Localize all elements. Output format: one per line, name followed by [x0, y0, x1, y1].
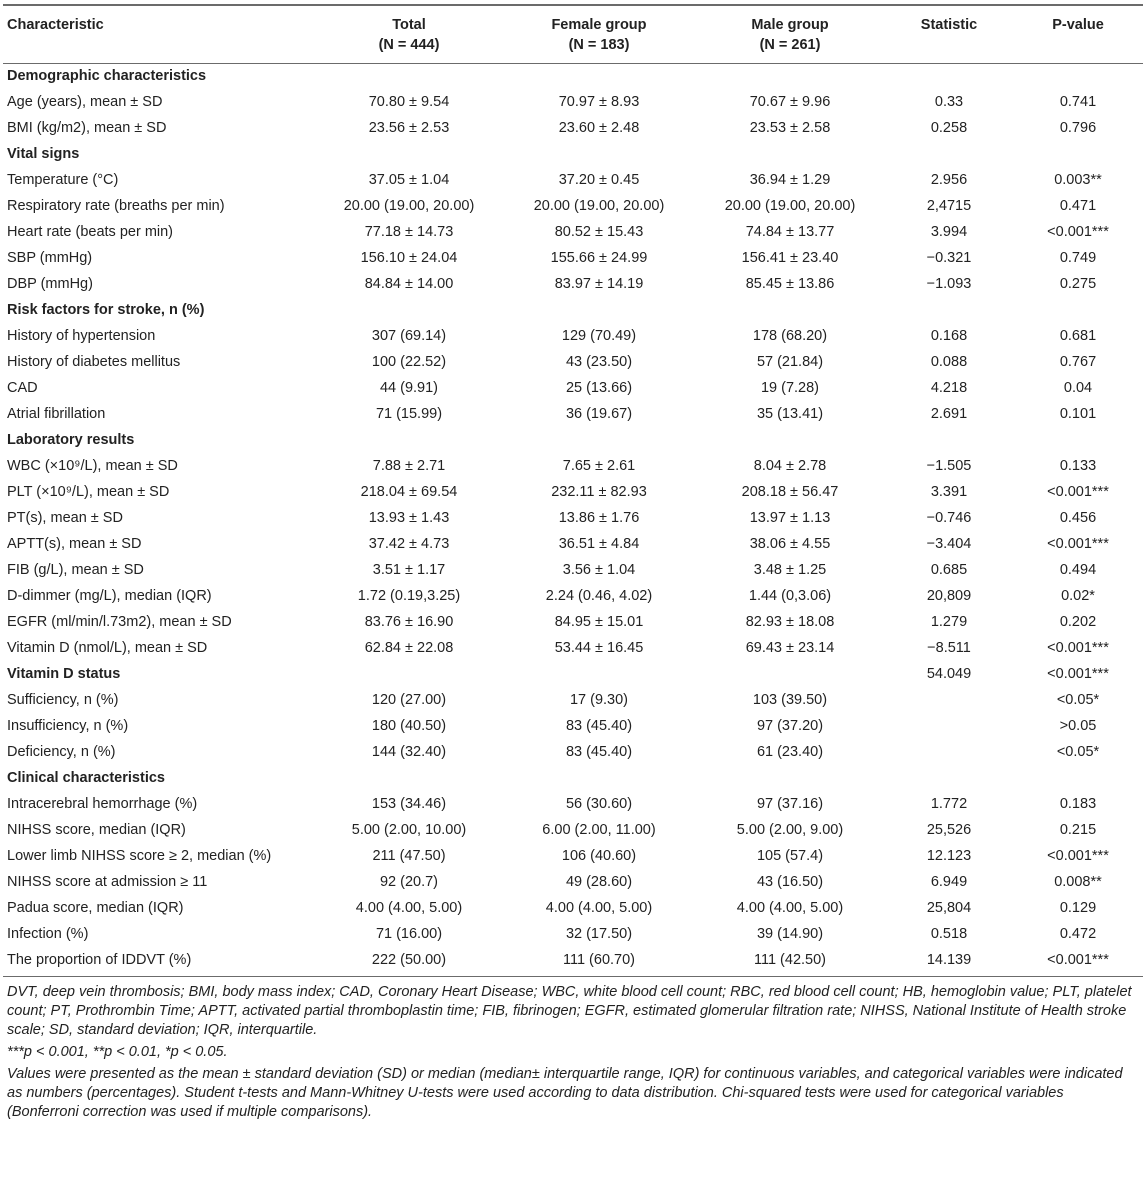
cell-statistic: −0.746: [926, 510, 972, 526]
cell-total: 84.84 ± 14.00: [364, 276, 454, 292]
cell-statistic: [885, 298, 1013, 324]
cell-female: 83.97 ± 14.19: [554, 276, 644, 292]
cell-pvalue: 0.494: [1059, 562, 1097, 578]
footnote-abbreviations: DVT, deep vein thrombosis; BMI, body mass index; CAD, Coronary Heart Disease; WBC, white blood cell count; RBC, red blood cell count; HB, hemoglobin value; PLT, platelet count; PT, Prothrombin Time; APTT, activated partial thromboplastin time; FIB, fibrinogen; EGFR, estimated glomerular filtration rate; NIHSS, National Institute of Health stroke scale; SD, standard deviation; IQR, interquartile.: [7, 984, 1132, 1038]
cell-characteristic: EGFR (ml/min/l.73m2), mean ± SD: [7, 614, 232, 630]
cell-male: 19 (7.28): [760, 380, 820, 396]
empty-cell: [315, 298, 503, 324]
cell-pvalue: <0.05*: [1056, 692, 1100, 708]
cell-male: 38.06 ± 4.55: [749, 536, 831, 552]
cell-statistic: 0.258: [930, 120, 968, 136]
cell-pvalue: <0.001***: [1047, 536, 1109, 552]
cell-characteristic: DBP (mmHg): [7, 276, 93, 292]
header-pvalue: P-value: [1052, 17, 1104, 33]
cell-pvalue: 0.275: [1059, 276, 1097, 292]
table-row: [3, 402, 1143, 428]
cell-male: 5.00 (2.00, 9.00): [736, 822, 844, 838]
cell-male: 97 (37.20): [756, 718, 824, 734]
header-male: [695, 5, 885, 64]
cell-pvalue: <0.001***: [1047, 484, 1109, 500]
cell-statistic: 6.949: [930, 874, 968, 890]
cell-male: 20.00 (19.00, 20.00): [724, 198, 856, 214]
cell-total: 4.00 (4.00, 5.00): [355, 900, 463, 916]
table-row: [3, 740, 1143, 766]
cell-characteristic: Atrial fibrillation: [7, 406, 106, 422]
empty-cell: [503, 142, 695, 168]
header-total-label: Total: [392, 17, 426, 33]
empty-cell: [695, 64, 885, 91]
section-title: Demographic characteristics: [7, 68, 207, 84]
section-title: Clinical characteristics: [7, 770, 165, 786]
cell-male: 61 (23.40): [756, 744, 824, 760]
header-male-label: Male group: [751, 17, 829, 33]
cell-female: 83 (45.40): [565, 744, 633, 760]
cell-characteristic: WBC (×10⁹/L), mean ± SD: [7, 458, 178, 474]
cell-male: 3.48 ± 1.25: [753, 562, 827, 578]
cell-total: 7.88 ± 2.71: [372, 458, 446, 474]
cell-pvalue: 0.02*: [1061, 588, 1095, 604]
cell-female: 129 (70.49): [561, 328, 637, 344]
empty-cell: [315, 64, 503, 91]
cell-total: 120 (27.00): [371, 692, 447, 708]
table-row: [3, 844, 1143, 870]
cell-total: 153 (34.46): [371, 796, 447, 812]
cell-statistic: 2.691: [930, 406, 968, 422]
cell-characteristic: Deficiency, n (%): [7, 744, 116, 760]
table-row: [3, 714, 1143, 740]
cell-male: 35 (13.41): [756, 406, 824, 422]
cell-male: 23.53 ± 2.58: [749, 120, 831, 136]
empty-cell: [503, 766, 695, 792]
cell-total: 71 (15.99): [375, 406, 443, 422]
cell-pvalue: <0.001***: [1047, 666, 1109, 682]
cell-female: 32 (17.50): [565, 926, 633, 942]
cell-male: 85.45 ± 13.86: [745, 276, 835, 292]
section-title: Risk factors for stroke, n (%): [7, 302, 205, 318]
cell-pvalue: <0.001***: [1047, 848, 1109, 864]
cell-pvalue: 0.04: [1063, 380, 1093, 396]
table-body: [3, 64, 1143, 977]
cell-female: 7.65 ± 2.61: [562, 458, 636, 474]
cell-statistic: −3.404: [926, 536, 972, 552]
cell-pvalue: <0.001***: [1047, 224, 1109, 240]
cell-pvalue: 0.202: [1059, 614, 1097, 630]
cell-statistic: [885, 714, 1013, 740]
cell-statistic: [885, 740, 1013, 766]
header-row: [3, 5, 1143, 64]
cell-male: 97 (37.16): [756, 796, 824, 812]
cell-total: 13.93 ± 1.43: [368, 510, 450, 526]
cell-pvalue: 0.008**: [1054, 874, 1102, 890]
cell-statistic: [885, 64, 1013, 91]
section-row: [3, 142, 1143, 168]
cell-male: 8.04 ± 2.78: [753, 458, 827, 474]
cell-statistic: 2,4715: [926, 198, 972, 214]
cell-statistic: −8.511: [927, 640, 971, 656]
cell-statistic: 54.049: [926, 666, 972, 682]
empty-cell: [695, 298, 885, 324]
cell-male: 208.18 ± 56.47: [741, 484, 839, 500]
cell-total: 44 (9.91): [379, 380, 439, 396]
table-footnotes: [3, 983, 1143, 1122]
cell-total: 211 (47.50): [372, 848, 446, 864]
table-row: [3, 90, 1143, 116]
cell-total: 23.56 ± 2.53: [368, 120, 450, 136]
cell-characteristic: Sufficiency, n (%): [7, 692, 119, 708]
table-row: [3, 870, 1143, 896]
characteristics-table: [3, 4, 1143, 977]
cell-characteristic: Padua score, median (IQR): [7, 900, 184, 916]
cell-total: 62.84 ± 22.08: [364, 640, 454, 656]
empty-cell: [695, 766, 885, 792]
cell-female: 56 (30.60): [565, 796, 633, 812]
table-row: [3, 948, 1143, 977]
cell-statistic: 0.685: [930, 562, 968, 578]
cell-total: 5.00 (2.00, 10.00): [351, 822, 467, 838]
cell-male: 111 (42.50): [753, 952, 826, 968]
table-row: [3, 376, 1143, 402]
cell-characteristic: Vitamin D (nmol/L), mean ± SD: [7, 640, 208, 656]
cell-statistic: 1.772: [930, 796, 968, 812]
empty-cell: [503, 298, 695, 324]
cell-statistic: [885, 142, 1013, 168]
cell-male: 178 (68.20): [752, 328, 828, 344]
cell-total: 180 (40.50): [371, 718, 447, 734]
cell-pvalue: 0.471: [1059, 198, 1097, 214]
cell-statistic: 25,526: [926, 822, 972, 838]
cell-total: 20.00 (19.00, 20.00): [343, 198, 475, 214]
cell-pvalue: 0.767: [1059, 354, 1097, 370]
cell-pvalue: >0.05: [1059, 718, 1097, 734]
cell-male: 36.94 ± 1.29: [749, 172, 831, 188]
cell-total: 37.42 ± 4.73: [368, 536, 450, 552]
cell-pvalue: 0.456: [1059, 510, 1097, 526]
cell-statistic: 4.218: [930, 380, 968, 396]
table-container: [3, 0, 1143, 1122]
empty-cell: [695, 142, 885, 168]
cell-pvalue: <0.05*: [1056, 744, 1100, 760]
cell-statistic: 3.391: [930, 484, 968, 500]
cell-statistic: [885, 766, 1013, 792]
cell-characteristic: Respiratory rate (breaths per min): [7, 198, 225, 214]
cell-female: 70.97 ± 8.93: [558, 94, 640, 110]
table-row: [3, 558, 1143, 584]
cell-female: 2.24 (0.46, 4.02): [545, 588, 653, 604]
cell-female: 111 (60.70): [562, 952, 635, 968]
empty-cell: [315, 142, 503, 168]
cell-pvalue: <0.001***: [1047, 952, 1109, 968]
table-row: [3, 610, 1143, 636]
empty-cell: [503, 428, 695, 454]
cell-female: 155.66 ± 24.99: [550, 250, 648, 266]
cell-pvalue: [1013, 766, 1143, 792]
section-row: [3, 64, 1143, 91]
cell-statistic: 0.168: [930, 328, 968, 344]
cell-characteristic: Heart rate (beats per min): [7, 224, 174, 240]
cell-female: 43 (23.50): [565, 354, 633, 370]
cell-statistic: [885, 428, 1013, 454]
cell-male: 69.43 ± 23.14: [745, 640, 835, 656]
header-male-n: (N = 261): [759, 37, 821, 53]
cell-characteristic: History of hypertension: [7, 328, 156, 344]
cell-male: 13.97 ± 1.13: [749, 510, 831, 526]
cell-female: 106 (40.60): [561, 848, 637, 864]
cell-characteristic: SBP (mmHg): [7, 250, 93, 266]
cell-male: 156.41 ± 23.40: [741, 250, 839, 266]
cell-characteristic: NIHSS score at admission ≥ 11: [7, 874, 208, 890]
cell-male: 39 (14.90): [756, 926, 824, 942]
cell-total: 144 (32.40): [371, 744, 447, 760]
cell-characteristic: PLT (×10⁹/L), mean ± SD: [7, 484, 170, 500]
table-row: [3, 792, 1143, 818]
cell-total: 77.18 ± 14.73: [364, 224, 454, 240]
table-row: [3, 636, 1143, 662]
cell-pvalue: 0.129: [1059, 900, 1097, 916]
cell-statistic: 3.994: [930, 224, 968, 240]
cell-characteristic: CAD: [7, 380, 38, 396]
table-row: [3, 116, 1143, 142]
cell-female: 83 (45.40): [565, 718, 633, 734]
cell-female: 25 (13.66): [565, 380, 633, 396]
table-row: [3, 922, 1143, 948]
cell-female: 232.11 ± 82.93: [551, 484, 647, 500]
cell-male: 70.67 ± 9.96: [749, 94, 831, 110]
cell-statistic: 0.33: [934, 94, 964, 110]
cell-female: 53.44 ± 16.45: [554, 640, 644, 656]
cell-female: 84.95 ± 15.01: [554, 614, 644, 630]
cell-characteristic: D-dimmer (mg/L), median (IQR): [7, 588, 212, 604]
table-row: [3, 220, 1143, 246]
empty-cell: [503, 662, 695, 688]
cell-pvalue: [1013, 428, 1143, 454]
table-row: [3, 532, 1143, 558]
cell-characteristic: APTT(s), mean ± SD: [7, 536, 142, 552]
footnote-significance: ***p < 0.001, **p < 0.01, *p < 0.05.: [7, 1044, 228, 1060]
table-row: [3, 454, 1143, 480]
cell-female: 23.60 ± 2.48: [558, 120, 640, 136]
section-row: [3, 766, 1143, 792]
cell-characteristic: BMI (kg/m2), mean ± SD: [7, 120, 167, 136]
table-row: [3, 246, 1143, 272]
cell-female: 37.20 ± 0.45: [558, 172, 640, 188]
cell-pvalue: 0.741: [1059, 94, 1097, 110]
empty-cell: [315, 662, 503, 688]
cell-statistic: −1.505: [926, 458, 972, 474]
cell-total: 307 (69.14): [371, 328, 447, 344]
cell-female: 80.52 ± 15.43: [554, 224, 644, 240]
cell-characteristic: Temperature (°C): [7, 172, 119, 188]
table-row: [3, 194, 1143, 220]
table-row: [3, 272, 1143, 298]
table-row: [3, 350, 1143, 376]
cell-statistic: 0.518: [930, 926, 968, 942]
cell-pvalue: 0.796: [1059, 120, 1097, 136]
cell-characteristic: Intracerebral hemorrhage (%): [7, 796, 198, 812]
cell-male: 74.84 ± 13.77: [745, 224, 835, 240]
cell-male: 4.00 (4.00, 5.00): [736, 900, 844, 916]
cell-characteristic: Insufficiency, n (%): [7, 718, 129, 734]
cell-total: 71 (16.00): [375, 926, 443, 942]
cell-male: 1.44 (0,3.06): [748, 588, 832, 604]
table-row: [3, 324, 1143, 350]
table-row: [3, 818, 1143, 844]
header-female-n: (N = 183): [568, 37, 630, 53]
header-characteristic: Characteristic: [7, 17, 104, 33]
cell-male: 57 (21.84): [756, 354, 824, 370]
cell-statistic: 14.139: [926, 952, 972, 968]
cell-total: 3.51 ± 1.17: [372, 562, 446, 578]
cell-statistic: 25,804: [926, 900, 972, 916]
cell-statistic: −1.093: [926, 276, 972, 292]
header-total: [315, 5, 503, 64]
empty-cell: [315, 766, 503, 792]
cell-female: 17 (9.30): [569, 692, 629, 708]
cell-statistic: 2.956: [930, 172, 968, 188]
cell-total: 92 (20.7): [379, 874, 439, 890]
cell-pvalue: 0.749: [1059, 250, 1097, 266]
section-row: [3, 298, 1143, 324]
cell-total: 70.80 ± 9.54: [368, 94, 450, 110]
cell-pvalue: 0.681: [1059, 328, 1097, 344]
empty-cell: [695, 428, 885, 454]
cell-statistic: −0.321: [926, 250, 972, 266]
cell-characteristic: History of diabetes mellitus: [7, 354, 181, 370]
empty-cell: [695, 662, 885, 688]
cell-male: 82.93 ± 18.08: [745, 614, 835, 630]
cell-male: 103 (39.50): [752, 692, 828, 708]
cell-characteristic: Lower limb NIHSS score ≥ 2, median (%): [7, 848, 272, 864]
table-row: [3, 168, 1143, 194]
cell-characteristic: NIHSS score, median (IQR): [7, 822, 186, 838]
cell-characteristic: FIB (g/L), mean ± SD: [7, 562, 144, 578]
cell-pvalue: [1013, 142, 1143, 168]
table-row: [3, 584, 1143, 610]
cell-total: 37.05 ± 1.04: [368, 172, 450, 188]
cell-male: 43 (16.50): [756, 874, 824, 890]
cell-total: 218.04 ± 69.54: [360, 484, 458, 500]
cell-characteristic: PT(s), mean ± SD: [7, 510, 123, 526]
cell-total: 1.72 (0.19,3.25): [357, 588, 461, 604]
table-header: [3, 5, 1143, 64]
cell-female: 3.56 ± 1.04: [562, 562, 636, 578]
cell-female: 13.86 ± 1.76: [558, 510, 640, 526]
header-statistic: Statistic: [920, 17, 978, 33]
cell-male: 105 (57.4): [756, 848, 824, 864]
cell-pvalue: [1013, 64, 1143, 91]
section-row: [3, 428, 1143, 454]
cell-statistic: 12.123: [926, 848, 972, 864]
cell-pvalue: 0.101: [1059, 406, 1097, 422]
cell-total: 156.10 ± 24.04: [360, 250, 458, 266]
cell-statistic: 1.279: [930, 614, 968, 630]
header-female-label: Female group: [551, 17, 647, 33]
section-title: Vitamin D status: [7, 666, 121, 682]
cell-pvalue: 0.133: [1059, 458, 1097, 474]
cell-female: 20.00 (19.00, 20.00): [533, 198, 665, 214]
cell-characteristic: Age (years), mean ± SD: [7, 94, 163, 110]
table-row: [3, 480, 1143, 506]
cell-characteristic: The proportion of IDDVT (%): [7, 952, 192, 968]
section-title: Laboratory results: [7, 432, 135, 448]
cell-statistic: 0.088: [930, 354, 968, 370]
cell-female: 6.00 (2.00, 11.00): [542, 822, 656, 838]
cell-pvalue: 0.472: [1059, 926, 1097, 942]
cell-total: 222 (50.00): [371, 952, 447, 968]
cell-female: 36 (19.67): [565, 406, 633, 422]
cell-female: 49 (28.60): [565, 874, 633, 890]
cell-statistic: 20,809: [926, 588, 972, 604]
cell-statistic: [885, 688, 1013, 714]
cell-pvalue: <0.001***: [1047, 640, 1109, 656]
empty-cell: [503, 64, 695, 91]
table-row: [3, 896, 1143, 922]
cell-total: 100 (22.52): [371, 354, 447, 370]
section-title: Vital signs: [7, 146, 80, 162]
cell-pvalue: 0.003**: [1054, 172, 1102, 188]
cell-characteristic: Infection (%): [7, 926, 89, 942]
table-row: [3, 688, 1143, 714]
cell-pvalue: 0.183: [1059, 796, 1097, 812]
cell-pvalue: [1013, 298, 1143, 324]
cell-female: 4.00 (4.00, 5.00): [545, 900, 653, 916]
empty-cell: [315, 428, 503, 454]
cell-female: 36.51 ± 4.84: [558, 536, 640, 552]
section-row: [3, 662, 1143, 688]
footnote-methods: Values were presented as the mean ± standard deviation (SD) or median (median± interquartile range, IQR) for continuous variables, and categorical variables were indicated as numbers (percentages). Student t-tests and Mann-Whitney U-tests were used according to data distribution. Chi-squared tests were used for categorical variables (Bonferroni correction was used if multiple comparisons).: [7, 1066, 1123, 1120]
table-row: [3, 506, 1143, 532]
cell-pvalue: 0.215: [1059, 822, 1097, 838]
header-female: [503, 5, 695, 64]
cell-total: 83.76 ± 16.90: [364, 614, 454, 630]
header-total-n: (N = 444): [378, 37, 440, 53]
